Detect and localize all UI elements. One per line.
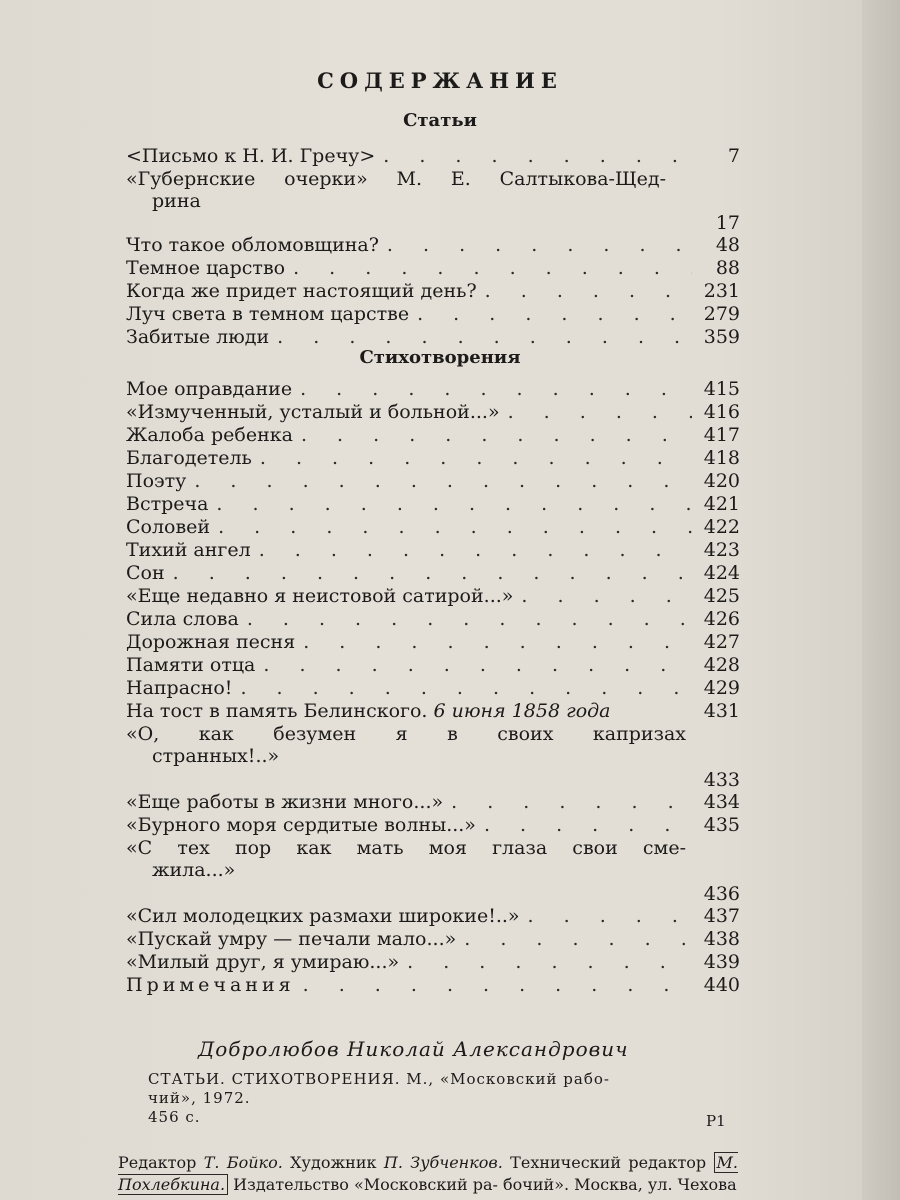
entry-title: «Бурного моря сердитые волны...» — [126, 814, 476, 836]
book-author: Добролюбов Николай Александрович — [198, 1037, 629, 1061]
entry-title: Сон — [126, 562, 165, 584]
entry-title: Что такое обломовщина? — [126, 234, 379, 256]
artist-name: П. Зубченков. — [383, 1153, 503, 1172]
entry-title-date: 6 июня 1858 года — [433, 700, 611, 722]
leader-dots — [301, 424, 692, 447]
entry-page: 437 — [703, 905, 740, 927]
toc-entry — [126, 791, 740, 814]
page-count: 456 с. — [148, 1108, 201, 1126]
entry-title: Когда же придет настоящий день? — [126, 280, 477, 302]
entry-page: 433 — [703, 769, 740, 791]
artist-label: Художник — [290, 1153, 377, 1172]
leader-dots — [277, 326, 692, 349]
entry-title: «Милый друг, я умираю...» — [126, 951, 400, 973]
entry-page: 423 — [703, 539, 740, 561]
toc-entry — [126, 493, 740, 516]
toc-entry — [126, 470, 740, 493]
toc-entry — [126, 608, 740, 631]
tech-editor-label: Технический редактор — [510, 1153, 707, 1172]
entry-page: 417 — [703, 424, 740, 446]
entry-page: 422 — [703, 516, 740, 538]
poems-list — [126, 378, 740, 997]
entry-page: 415 — [703, 378, 740, 400]
contents-heading: СОДЕРЖАНИЕ — [317, 68, 563, 93]
leader-dots — [484, 814, 692, 837]
publication-line2: чий», 1972. — [148, 1089, 251, 1107]
entry-page: 435 — [703, 814, 740, 836]
entry-title: Памяти отца — [126, 654, 256, 676]
entry-title: Мое оправдание — [126, 378, 293, 400]
leader-dots — [260, 447, 692, 470]
publisher-line: Издательство «Московский ра- — [233, 1175, 498, 1194]
entry-title: Сила слова — [126, 608, 239, 630]
entry-title: Поэту — [126, 470, 187, 492]
entry-page: 427 — [703, 631, 740, 653]
toc-entry — [126, 700, 740, 723]
entry-page: 425 — [703, 585, 740, 607]
entry-title-line1: «С тех пор как мать моя глаза свои сме- — [126, 837, 686, 859]
entry-title-line2: жила...» — [152, 859, 236, 881]
leader-dots — [417, 303, 692, 326]
classification-code: Р1 — [706, 1112, 726, 1130]
entry-page: 48 — [715, 234, 740, 256]
entry-page: 439 — [703, 951, 740, 973]
toc-entry — [126, 951, 740, 974]
entry-title-line1: «О, как безумен я в своих капризах — [126, 723, 686, 745]
entry-title: «Сил молодецких размахи широкие!..» — [126, 905, 520, 927]
entry-page: 434 — [703, 791, 740, 813]
entry-page: 440 — [703, 974, 740, 996]
section-title-articles: Статьи — [403, 110, 477, 131]
entry-title: Забитые люди — [126, 326, 270, 348]
entry-page: 279 — [703, 303, 740, 325]
entry-page: 424 — [703, 562, 740, 584]
entry-title-line1: «Губернские очерки» М. Е. Салтыкова-Щед- — [126, 168, 666, 190]
toc-entry — [126, 401, 740, 424]
entry-title: Жалоба ребенка — [126, 424, 293, 446]
entry-title: Темное царство — [126, 257, 286, 279]
toc-entry — [126, 424, 740, 447]
leader-dots — [521, 585, 692, 608]
leader-dots — [464, 928, 692, 951]
toc-entry — [126, 257, 740, 280]
toc-entry — [126, 677, 740, 700]
entry-page: 88 — [715, 257, 740, 279]
section-title-poems: Стихотворения — [359, 347, 521, 368]
toc-entry — [126, 168, 740, 234]
entry-page: 420 — [703, 470, 740, 492]
toc-entry — [126, 905, 740, 928]
entry-title: На тост в память Белинского. — [126, 700, 428, 722]
entry-title-line2: рина — [152, 190, 201, 212]
entry-page: 438 — [703, 928, 740, 950]
leader-dots — [194, 470, 692, 493]
toc-entry — [126, 539, 740, 562]
entry-title: Луч света в темном царстве — [126, 303, 410, 325]
leader-dots — [303, 631, 692, 654]
articles-list — [126, 145, 740, 349]
toc-entry — [126, 280, 740, 303]
entry-title: Дорожная песня — [126, 631, 296, 653]
leader-dots — [240, 677, 692, 700]
entry-page: 426 — [703, 608, 740, 630]
leader-dots — [451, 791, 692, 814]
entry-title: Напрасно! — [126, 677, 233, 699]
page-edge — [862, 0, 900, 1200]
toc-entry — [126, 562, 740, 585]
entry-title: Благодетель — [126, 447, 252, 469]
entry-page: 359 — [703, 326, 740, 348]
leader-dots — [247, 608, 692, 631]
entry-title-line2: странных!..» — [152, 745, 280, 767]
entry-page: 428 — [703, 654, 740, 676]
credits — [118, 1152, 738, 1196]
leader-dots — [485, 280, 692, 303]
toc-entry — [126, 234, 740, 257]
entry-title: Примечания — [126, 974, 295, 996]
toc-entry — [126, 654, 740, 677]
entry-title: «Пускай умру — печали мало...» — [126, 928, 457, 950]
tech-editor-name: М. Похлебкина. — [118, 1153, 739, 1194]
leader-dots — [263, 654, 692, 677]
entry-page: 436 — [703, 883, 740, 905]
publication-line1: СТАТЬИ. СТИХОТВОРЕНИЯ. М., «Московский рабо- — [148, 1070, 610, 1088]
toc-entry — [126, 585, 740, 608]
toc-entry — [126, 928, 740, 951]
entry-title: Соловей — [126, 516, 211, 538]
leader-dots — [508, 401, 692, 424]
leader-dots — [173, 562, 692, 585]
toc-entry — [126, 631, 740, 654]
toc-entry — [126, 516, 740, 539]
leader-dots — [407, 951, 692, 974]
leader-dots — [303, 974, 692, 997]
entry-page: 429 — [703, 677, 740, 699]
entry-page: 418 — [703, 447, 740, 469]
entry-title: <Письмо к Н. И. Гречу> — [126, 145, 376, 167]
toc-entry — [126, 378, 740, 401]
entry-title: «Еще работы в жизни много...» — [126, 791, 444, 813]
leader-dots — [216, 493, 692, 516]
entry-page: 17 — [715, 212, 740, 234]
entry-title: Тихий ангел — [126, 539, 251, 561]
leader-dots — [383, 145, 692, 168]
leader-dots — [300, 378, 692, 401]
publisher-cont: бочий». Москва, ул. Чехова — [503, 1175, 737, 1194]
entry-page: 231 — [703, 280, 740, 302]
toc-entry — [126, 145, 740, 168]
toc-entry — [126, 723, 740, 791]
editor-name: Т. Бойко. — [203, 1153, 283, 1172]
leader-dots — [528, 905, 692, 928]
publication-info — [148, 1070, 748, 1127]
leader-dots — [259, 539, 692, 562]
toc-entry — [126, 974, 740, 997]
entry-page: 421 — [703, 493, 740, 515]
entry-title: «Еще недавно я неистовой сатирой...» — [126, 585, 514, 607]
toc-entry — [126, 303, 740, 326]
leader-dots — [293, 257, 692, 280]
editor-label: Редактор — [118, 1153, 197, 1172]
entry-page: 416 — [703, 401, 740, 423]
leader-dots — [218, 516, 692, 539]
toc-entry — [126, 814, 740, 837]
toc-entry — [126, 837, 740, 905]
entry-title: «Измученный, усталый и больной...» — [126, 401, 500, 423]
entry-page: 431 — [703, 700, 740, 722]
toc-entry — [126, 447, 740, 470]
entry-title: Встреча — [126, 493, 209, 515]
leader-dots — [387, 234, 692, 257]
toc-entry — [126, 326, 740, 349]
entry-page: 7 — [727, 145, 740, 167]
